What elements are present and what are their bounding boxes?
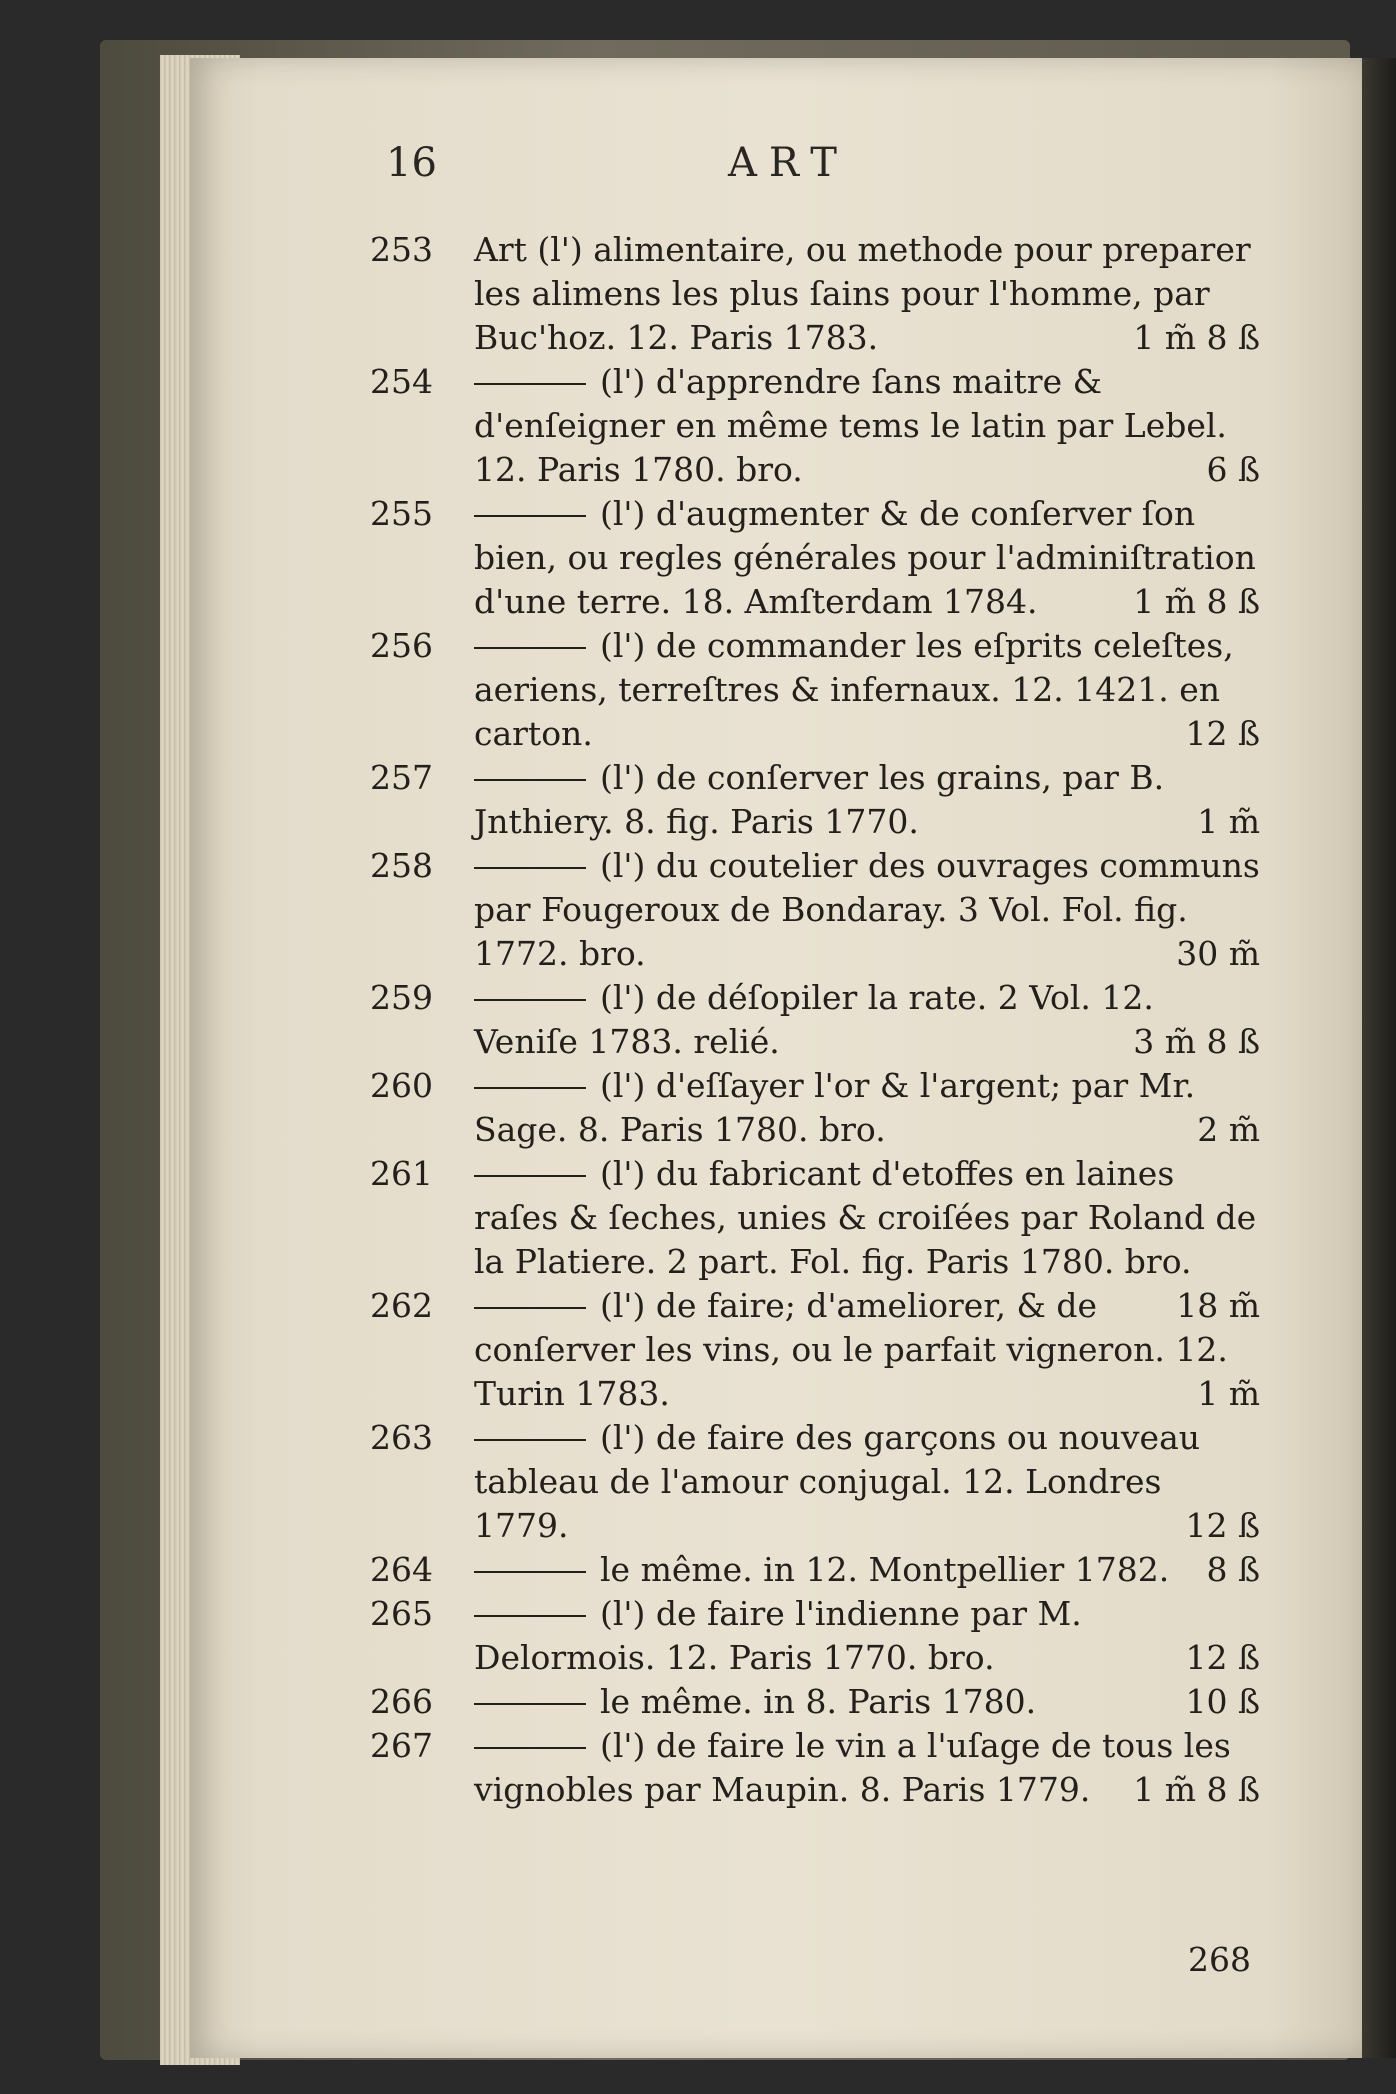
entry-price: 6 ß bbox=[1206, 450, 1260, 489]
entry-price: 10 ß bbox=[1185, 1682, 1260, 1721]
entry-text: (l') de conſerver les grains, par B. Jnthiery. 8. fig. Paris 1770. bbox=[474, 758, 1165, 841]
entry-number: 258 bbox=[370, 846, 433, 885]
running-title: ART bbox=[728, 140, 849, 186]
entry-text: (l') de faire; d'ameliorer, & de conſerver les vins, ou le parfait vigneron. 12. Turin 1783. bbox=[474, 1286, 1228, 1413]
entry-number: 264 bbox=[370, 1550, 433, 1589]
ditto-dash bbox=[474, 1439, 586, 1441]
ditto-dash bbox=[474, 1747, 586, 1749]
entry-price: 12 ß bbox=[1185, 1638, 1260, 1677]
catalog-entry bbox=[370, 1064, 1260, 1152]
ditto-dash bbox=[474, 1703, 586, 1705]
entry-price: 1 m̃ bbox=[1197, 1374, 1260, 1413]
entry-price: 8 ß bbox=[1206, 1550, 1260, 1589]
entry-price: 1 m̃ 8 ß bbox=[1133, 318, 1260, 357]
entry-price: 30 m̃ bbox=[1176, 934, 1260, 973]
ditto-dash bbox=[474, 647, 586, 649]
ditto-dash bbox=[474, 1615, 586, 1617]
entry-price: 12 ß bbox=[1185, 1506, 1260, 1545]
entry-text: (l') du fabricant d'etoffes en laines raſes & ſeches, unies & croiſées par Roland de la Platiere. 2 part. Fol. fig. Paris 1780. bro. bbox=[474, 1154, 1257, 1281]
entry-number: 265 bbox=[370, 1594, 433, 1633]
entry-text: le même. in 8. Paris 1780. bbox=[600, 1682, 1037, 1721]
entry-text: (l') de commander les eſprits celeſtes, aeriens, terreſtres & infernaux. 12. 1421. en carton. bbox=[474, 626, 1234, 753]
entry-price: 1 m̃ 8 ß bbox=[1133, 1770, 1260, 1809]
ditto-dash bbox=[474, 867, 586, 869]
entry-number: 261 bbox=[370, 1154, 433, 1193]
entry-number: 255 bbox=[370, 494, 433, 533]
entry-text: (l') d'eſſayer l'or & l'argent; par Mr. Sage. 8. Paris 1780. bro. bbox=[474, 1066, 1196, 1149]
entry-text: Art (l') alimentaire, ou methode pour preparer les alimens les plus ſains pour l'homme, par Buc'hoz. 12. Paris 1783. bbox=[474, 230, 1251, 357]
catalog-entry bbox=[370, 844, 1260, 976]
entry-text: le même. in 12. Montpellier 1782. bbox=[600, 1550, 1170, 1589]
entry-list bbox=[370, 228, 1260, 1812]
entry-text: (l') de faire des garçons ou nouveau tableau de l'amour conjugal. 12. Londres 1779. bbox=[474, 1418, 1201, 1545]
ditto-dash bbox=[474, 383, 586, 385]
ditto-dash bbox=[474, 1307, 586, 1309]
entry-number: 254 bbox=[370, 362, 433, 401]
catalog-entry bbox=[370, 1548, 1260, 1592]
entry-text: (l') de déſopiler la rate. 2 Vol. 12. Veniſe 1783. relié. bbox=[474, 978, 1154, 1061]
entry-price: 2 m̃ bbox=[1197, 1110, 1260, 1149]
catalog-entry bbox=[370, 1284, 1260, 1416]
catalog-entry bbox=[370, 624, 1260, 756]
catalog-entry bbox=[370, 1592, 1260, 1680]
entry-number: 259 bbox=[370, 978, 433, 1017]
catalog-entry bbox=[370, 228, 1260, 360]
ditto-dash bbox=[474, 515, 586, 517]
entry-number: 263 bbox=[370, 1418, 433, 1457]
catalog-entry bbox=[370, 492, 1260, 624]
ditto-dash bbox=[474, 999, 586, 1001]
ditto-dash bbox=[474, 779, 586, 781]
entry-price: 18 m̃ bbox=[1176, 1286, 1260, 1325]
entry-text: (l') de faire l'indienne par M. Delormois. 12. Paris 1770. bro. bbox=[474, 1594, 1082, 1677]
catalog-entry bbox=[370, 756, 1260, 844]
ditto-dash bbox=[474, 1571, 586, 1573]
page-header bbox=[0, 140, 1396, 200]
catchword: 268 bbox=[1188, 1940, 1251, 1979]
entry-text: (l') du coutelier des ouvrages communs par Fougeroux de Bondaray. 3 Vol. Fol. fig. 1772. bro. bbox=[474, 846, 1260, 973]
entry-number: 256 bbox=[370, 626, 433, 665]
entry-number: 253 bbox=[370, 230, 433, 269]
ditto-dash bbox=[474, 1087, 586, 1089]
page-shadow bbox=[1362, 58, 1396, 2058]
entry-number: 266 bbox=[370, 1682, 433, 1721]
entry-number: 257 bbox=[370, 758, 433, 797]
entry-text: (l') d'augmenter & de conſerver ſon bien, ou regles générales pour l'adminiſtration d'une terre. 18. Amſterdam 1784. bbox=[474, 494, 1256, 621]
entry-price: 12 ß bbox=[1185, 714, 1260, 753]
catalog-entry bbox=[370, 1724, 1260, 1812]
catalog-entry bbox=[370, 976, 1260, 1064]
entry-number: 267 bbox=[370, 1726, 433, 1765]
page-number: 16 bbox=[386, 140, 437, 186]
entry-price: 1 m̃ bbox=[1197, 802, 1260, 841]
entry-number: 260 bbox=[370, 1066, 433, 1105]
catalog-entry bbox=[370, 1680, 1260, 1724]
ditto-dash bbox=[474, 1175, 586, 1177]
entry-text: (l') de faire le vin a l'uſage de tous les vignobles par Maupin. 8. Paris 1779. bbox=[474, 1726, 1231, 1809]
entry-price: 1 m̃ 8 ß bbox=[1133, 582, 1260, 621]
entry-text: (l') d'apprendre ſans maitre & d'enſeigner en même tems le latin par Lebel. 12. Paris 1780. bro. bbox=[474, 362, 1227, 489]
entry-price: 3 m̃ 8 ß bbox=[1133, 1022, 1260, 1061]
entry-number: 262 bbox=[370, 1286, 433, 1325]
catalog-entry bbox=[370, 1416, 1260, 1548]
catalog-entry bbox=[370, 360, 1260, 492]
